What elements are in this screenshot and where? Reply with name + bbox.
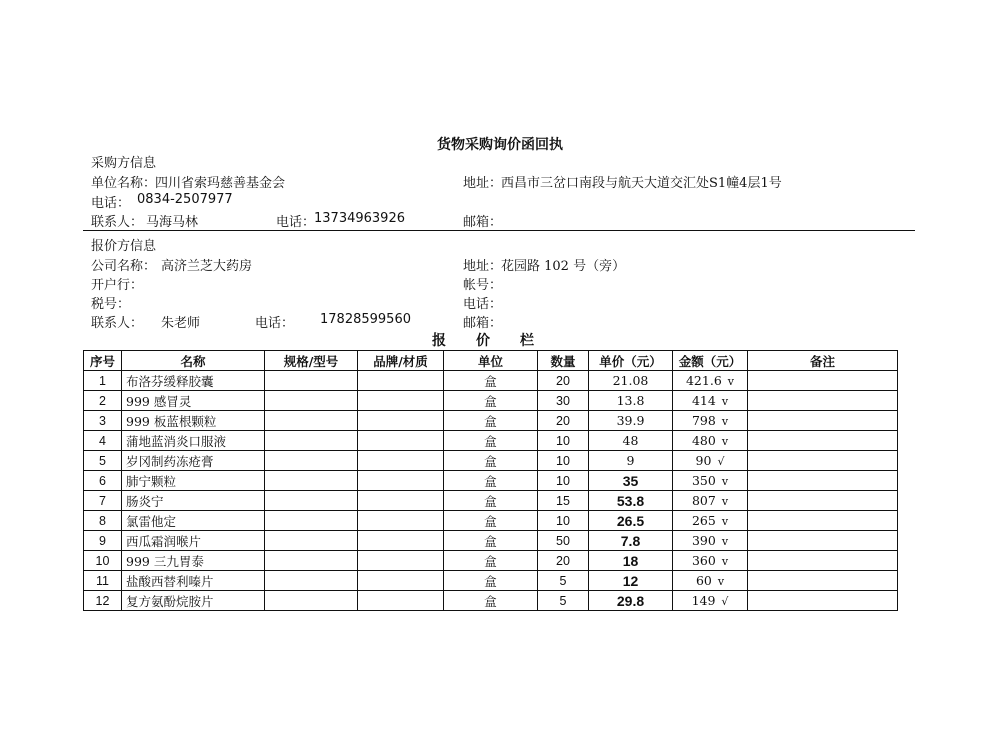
row-no: 2 (84, 391, 122, 411)
row-amount-cell (673, 511, 748, 531)
row-name: 肠炎宁 (122, 491, 265, 511)
row-brand (358, 391, 444, 411)
header-unit: 单位 (444, 351, 538, 371)
row-qty: 50 (538, 531, 589, 551)
row-price: 13.8 (589, 391, 673, 411)
quote-table (83, 350, 898, 611)
row-note (748, 551, 898, 571)
row-spec (265, 571, 358, 591)
row-unit: 盒 (444, 571, 538, 591)
row-price: 35 (589, 471, 673, 491)
table-row (84, 491, 898, 511)
row-price: 48 (589, 431, 673, 451)
row-brand (358, 491, 444, 511)
row-amount-cell (673, 571, 748, 591)
row-note (748, 571, 898, 591)
row-qty: 15 (538, 491, 589, 511)
table-row (84, 571, 898, 591)
table-row (84, 531, 898, 551)
check-mark-icon: v (721, 415, 729, 428)
header-qty: 数量 (538, 351, 589, 371)
header-note: 备注 (748, 351, 898, 371)
row-name: 氯雷他定 (122, 511, 265, 531)
row-brand (358, 511, 444, 531)
row-no: 9 (84, 531, 122, 551)
check-mark-icon: v (721, 495, 729, 508)
header-amount: 金额（元） (673, 351, 748, 371)
seller-bank-label: 开户行： (91, 278, 144, 293)
row-spec (265, 491, 358, 511)
row-note (748, 451, 898, 471)
row-amount: 390 (691, 533, 716, 548)
row-spec (265, 451, 358, 471)
row-amount-cell (673, 431, 748, 451)
row-unit: 盒 (444, 491, 538, 511)
row-amount: 480 (691, 433, 716, 448)
check-mark-icon: v (717, 575, 725, 588)
buyer-contact-value: 马海马林 (146, 215, 199, 230)
row-brand (358, 431, 444, 451)
row-price: 26.5 (589, 511, 673, 531)
row-qty: 20 (538, 411, 589, 431)
row-note (748, 411, 898, 431)
row-amount-cell (673, 531, 748, 551)
table-row (84, 411, 898, 431)
row-spec (265, 531, 358, 551)
row-spec (265, 471, 358, 491)
row-price: 7.8 (589, 531, 673, 551)
row-unit: 盒 (444, 471, 538, 491)
buyer-phone-value: 0834-2507977 (137, 192, 233, 207)
row-note (748, 591, 898, 611)
buyer-contact-label: 联系人： (91, 215, 144, 230)
row-amount: 414 (691, 393, 716, 408)
header-price: 单价（元） (589, 351, 673, 371)
row-qty: 30 (538, 391, 589, 411)
row-unit: 盒 (444, 511, 538, 531)
row-amount: 807 (691, 493, 716, 508)
row-no: 1 (84, 371, 122, 391)
row-name: 蒲地蓝消炎口服液 (122, 431, 265, 451)
row-spec (265, 591, 358, 611)
seller-contact-phone-value: 17828599560 (320, 312, 411, 327)
header-name: 名称 (122, 351, 265, 371)
check-mark-icon: v (721, 395, 729, 408)
row-price: 18 (589, 551, 673, 571)
row-amount-cell (673, 411, 748, 431)
row-price: 9 (589, 451, 673, 471)
header-no: 序号 (84, 351, 122, 371)
row-spec (265, 371, 358, 391)
row-unit: 盒 (444, 551, 538, 571)
row-name: 西瓜霜润喉片 (122, 531, 265, 551)
row-price: 53.8 (589, 491, 673, 511)
row-qty: 10 (538, 451, 589, 471)
row-no: 11 (84, 571, 122, 591)
row-name: 999 感冒灵 (122, 391, 265, 411)
row-no: 8 (84, 511, 122, 531)
header-brand: 品牌/材质 (358, 351, 444, 371)
check-mark-icon: v (727, 375, 734, 388)
row-amount-cell (673, 391, 748, 411)
table-row (84, 371, 898, 391)
buyer-phone-label: 电话： (91, 196, 131, 211)
row-price: 29.8 (589, 591, 673, 611)
row-amount: 149 (691, 593, 716, 608)
seller-contact-label: 联系人： (91, 316, 144, 331)
buyer-address-label: 地址： (463, 176, 503, 191)
row-name: 岁冈制药冻疮膏 (122, 451, 265, 471)
row-no: 7 (84, 491, 122, 511)
row-no: 4 (84, 431, 122, 451)
row-amount-cell (673, 591, 748, 611)
buyer-address-value: 西昌市三岔口南段与航天大道交汇处S1幢4层1号 (501, 176, 782, 191)
row-spec (265, 431, 358, 451)
row-note (748, 491, 898, 511)
row-qty: 5 (538, 591, 589, 611)
seller-tax-label: 税号： (91, 297, 131, 312)
row-no: 10 (84, 551, 122, 571)
table-row (84, 471, 898, 491)
table-row (84, 431, 898, 451)
row-name: 盐酸西替利嗪片 (122, 571, 265, 591)
table-row (84, 511, 898, 531)
row-unit: 盒 (444, 431, 538, 451)
buyer-unit-label: 单位名称： (91, 176, 157, 191)
check-mark-icon: v (721, 475, 729, 488)
row-brand (358, 591, 444, 611)
row-amount-cell (673, 551, 748, 571)
buyer-section-label: 采购方信息 (91, 156, 157, 171)
row-brand (358, 451, 444, 471)
row-brand (358, 551, 444, 571)
seller-address-value: 花园路 102 号（旁） (501, 259, 626, 274)
row-name: 999 板蓝根颗粒 (122, 411, 265, 431)
row-unit: 盒 (444, 411, 538, 431)
table-row (84, 391, 898, 411)
row-amount-cell (673, 491, 748, 511)
row-spec (265, 551, 358, 571)
row-amount-cell (673, 371, 748, 391)
row-note (748, 531, 898, 551)
row-name: 复方氨酚烷胺片 (122, 591, 265, 611)
table-row (84, 451, 898, 471)
seller-email-label: 邮箱： (463, 316, 503, 331)
seller-contact-value: 朱老师 (161, 316, 201, 331)
row-unit: 盒 (444, 371, 538, 391)
buyer-contact-phone-label: 电话： (276, 215, 316, 230)
row-spec (265, 411, 358, 431)
check-mark-icon: v (721, 515, 729, 528)
row-amount-cell (673, 471, 748, 491)
row-note (748, 471, 898, 491)
check-mark-icon: v (721, 535, 729, 548)
row-note (748, 511, 898, 531)
buyer-contact-phone-value: 13734963926 (314, 211, 405, 226)
seller-contact-phone-label: 电话： (255, 316, 295, 331)
row-no: 5 (84, 451, 122, 471)
row-amount: 90 (695, 453, 712, 468)
row-amount: 360 (691, 553, 716, 568)
row-no: 12 (84, 591, 122, 611)
document-title: 货物采购询价函回执 (437, 137, 563, 153)
row-amount: 798 (691, 413, 716, 428)
check-mark-icon: √ (717, 455, 725, 468)
row-price: 39.9 (589, 411, 673, 431)
row-name: 999 三九胃泰 (122, 551, 265, 571)
seller-address-label: 地址： (463, 259, 503, 274)
check-mark-icon: √ (721, 595, 729, 608)
row-no: 3 (84, 411, 122, 431)
row-unit: 盒 (444, 591, 538, 611)
row-note (748, 391, 898, 411)
row-amount: 350 (691, 473, 716, 488)
check-mark-icon: v (721, 555, 729, 568)
row-unit: 盒 (444, 391, 538, 411)
row-qty: 20 (538, 551, 589, 571)
row-price: 21.08 (589, 371, 673, 391)
row-brand (358, 571, 444, 591)
row-brand (358, 371, 444, 391)
row-qty: 10 (538, 511, 589, 531)
row-qty: 5 (538, 571, 589, 591)
row-name: 布洛芬缓释胶囊 (122, 371, 265, 391)
buyer-unit-value: 四川省索玛慈善基金会 (155, 176, 286, 191)
quote-heading: 报价栏 (432, 333, 564, 349)
seller-company-value: 高济兰芝大药房 (161, 259, 253, 274)
row-price: 12 (589, 571, 673, 591)
row-spec (265, 511, 358, 531)
seller-phone-label: 电话： (463, 297, 503, 312)
table-header-row (84, 351, 898, 371)
row-brand (358, 411, 444, 431)
section-divider (83, 230, 915, 231)
row-qty: 10 (538, 431, 589, 451)
seller-account-label: 帐号： (463, 278, 503, 293)
table-row (84, 591, 898, 611)
row-note (748, 371, 898, 391)
row-unit: 盒 (444, 451, 538, 471)
seller-section-label: 报价方信息 (91, 239, 157, 254)
row-brand (358, 531, 444, 551)
row-brand (358, 471, 444, 491)
row-amount: 60 (695, 573, 712, 588)
check-mark-icon: v (721, 435, 729, 448)
row-amount-cell (673, 451, 748, 471)
buyer-email-label: 邮箱： (463, 215, 503, 230)
row-note (748, 431, 898, 451)
row-unit: 盒 (444, 531, 538, 551)
row-amount: 421.6 (685, 373, 722, 388)
row-amount: 265 (691, 513, 716, 528)
row-spec (265, 391, 358, 411)
header-spec: 规格/型号 (265, 351, 358, 371)
table-row (84, 551, 898, 571)
row-no: 6 (84, 471, 122, 491)
row-name: 肺宁颗粒 (122, 471, 265, 491)
row-qty: 10 (538, 471, 589, 491)
row-qty: 20 (538, 371, 589, 391)
seller-company-label: 公司名称： (91, 259, 157, 274)
